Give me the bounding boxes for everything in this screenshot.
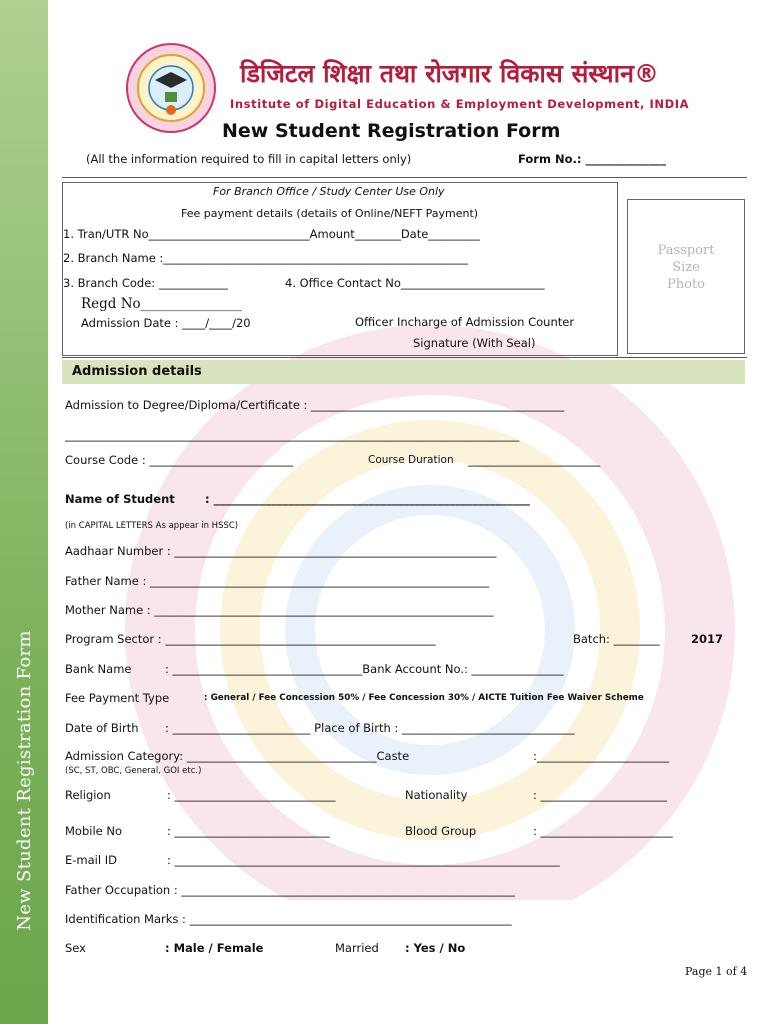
form-no-field[interactable]: Form No.: ______________ xyxy=(518,152,666,166)
blood-group-label: Blood Group xyxy=(405,824,477,838)
mobile-field[interactable]: : ___________________________ xyxy=(167,824,330,838)
photo-label: Size xyxy=(672,260,700,275)
dob-label: Date of Birth xyxy=(65,721,139,735)
divider xyxy=(62,357,747,358)
office-contact-field[interactable]: 4. Office Contact No_________________________ xyxy=(285,276,545,290)
student-name-field[interactable]: : _______________________________________________________ xyxy=(205,492,530,506)
office-use-box xyxy=(62,182,618,356)
category-field[interactable]: Admission Category: _________________________________Caste xyxy=(65,749,410,763)
course-code-field[interactable]: Course Code : _________________________ xyxy=(65,453,294,467)
sex-options[interactable]: : Male / Female xyxy=(165,941,264,955)
nationality-field[interactable]: : ______________________ xyxy=(533,788,668,802)
office-heading: For Branch Office / Study Center Use Only xyxy=(213,185,445,198)
institute-logo-icon xyxy=(125,42,217,134)
batch-field[interactable]: Batch: ________ xyxy=(573,632,660,646)
name-capital-note: (in CAPITAL LETTERS As appear in HSSC) xyxy=(65,521,239,531)
bank-name-label: Bank Name xyxy=(65,662,132,676)
nationality-label: Nationality xyxy=(405,788,468,802)
blood-group-field[interactable]: : _______________________ xyxy=(533,824,673,838)
divider xyxy=(62,177,747,178)
mobile-label: Mobile No xyxy=(65,824,123,838)
student-name-label: Name of Student xyxy=(65,492,175,506)
page-number: Page 1 of 4 xyxy=(685,965,748,978)
admission-date-field[interactable]: Admission Date : ____/____/20 xyxy=(81,316,251,330)
admission-details-header: Admission details xyxy=(62,360,745,384)
bank-details-field[interactable]: : _________________________________Bank Account No.: ________________ xyxy=(165,662,564,676)
branch-name-field[interactable]: 2. Branch Name :_____________________________________________________ xyxy=(63,251,469,265)
father-name-field[interactable]: Father Name : ___________________________________________________________ xyxy=(65,574,490,588)
hindi-title: डिजिटल शिक्षा तथा रोजगार विकास संस्थान® xyxy=(240,59,659,88)
married-label: Married xyxy=(335,941,379,955)
fee-type-options[interactable]: : General / Fee Concession 50% / Fee Concession 30% / AICTE Tuition Fee Waiver Scheme xyxy=(204,693,644,703)
fee-details-label: Fee payment details (details of Online/NEFT Payment) xyxy=(181,207,479,220)
passport-photo-box[interactable] xyxy=(627,199,745,354)
regd-no-field[interactable]: Regd No_______________ xyxy=(81,296,242,312)
photo-label: Photo xyxy=(667,277,705,292)
married-options[interactable]: : Yes / No xyxy=(405,941,466,955)
religion-field[interactable]: : ____________________________ xyxy=(167,788,336,802)
email-label: E-mail ID xyxy=(65,853,117,867)
branch-code-field[interactable]: 3. Branch Code: ____________ xyxy=(63,276,228,290)
course-duration-label: Course Duration xyxy=(368,454,454,466)
caste-field[interactable]: :_______________________ xyxy=(533,749,670,763)
dob-place-field[interactable]: : ________________________ Place of Birth : ______________________________ xyxy=(165,721,575,735)
religion-label: Religion xyxy=(65,788,111,802)
tran-utr-field[interactable]: 1. Tran/UTR No____________________________Amount________Date_________ xyxy=(63,227,481,241)
aadhaar-field[interactable]: Aadhaar Number : ________________________________________________________ xyxy=(65,544,497,558)
watermark-seal-icon xyxy=(70,300,770,900)
category-note: (SC, ST, OBC, General, GOI etc.) xyxy=(65,766,202,776)
page-title: New Student Registration Form xyxy=(222,120,561,142)
email-field[interactable]: : ___________________________________________________________________ xyxy=(167,853,560,867)
sex-label: Sex xyxy=(65,941,86,955)
side-title: New Student Registration Form xyxy=(13,629,35,931)
officer-incharge-label: Officer Incharge of Admission Counter xyxy=(355,315,575,329)
degree-field[interactable]: Admission to Degree/Diploma/Certificate : ____________________________________________ xyxy=(65,398,565,412)
identification-marks-field[interactable]: Identification Marks : ________________________________________________________ xyxy=(65,912,512,926)
english-title: Institute of Digital Education & Employment Development, INDIA xyxy=(230,97,690,111)
capital-letters-note: (All the information required to fill in capital letters only) xyxy=(86,152,412,166)
batch-year: 2017 xyxy=(691,632,724,646)
program-sector-field[interactable]: Program Sector : _______________________________________________ xyxy=(65,632,436,646)
degree-continued-field[interactable]: _______________________________________________________________________________ xyxy=(65,428,520,442)
fee-type-label: Fee Payment Type xyxy=(65,691,170,705)
photo-label: Passport xyxy=(657,243,715,258)
mother-name-field[interactable]: Mother Name : ___________________________________________________________ xyxy=(65,603,494,617)
signature-label: Signature (With Seal) xyxy=(413,336,536,350)
father-occupation-field[interactable]: Father Occupation : __________________________________________________________ xyxy=(65,883,515,897)
course-duration-field[interactable]: _______________________ xyxy=(468,453,601,467)
